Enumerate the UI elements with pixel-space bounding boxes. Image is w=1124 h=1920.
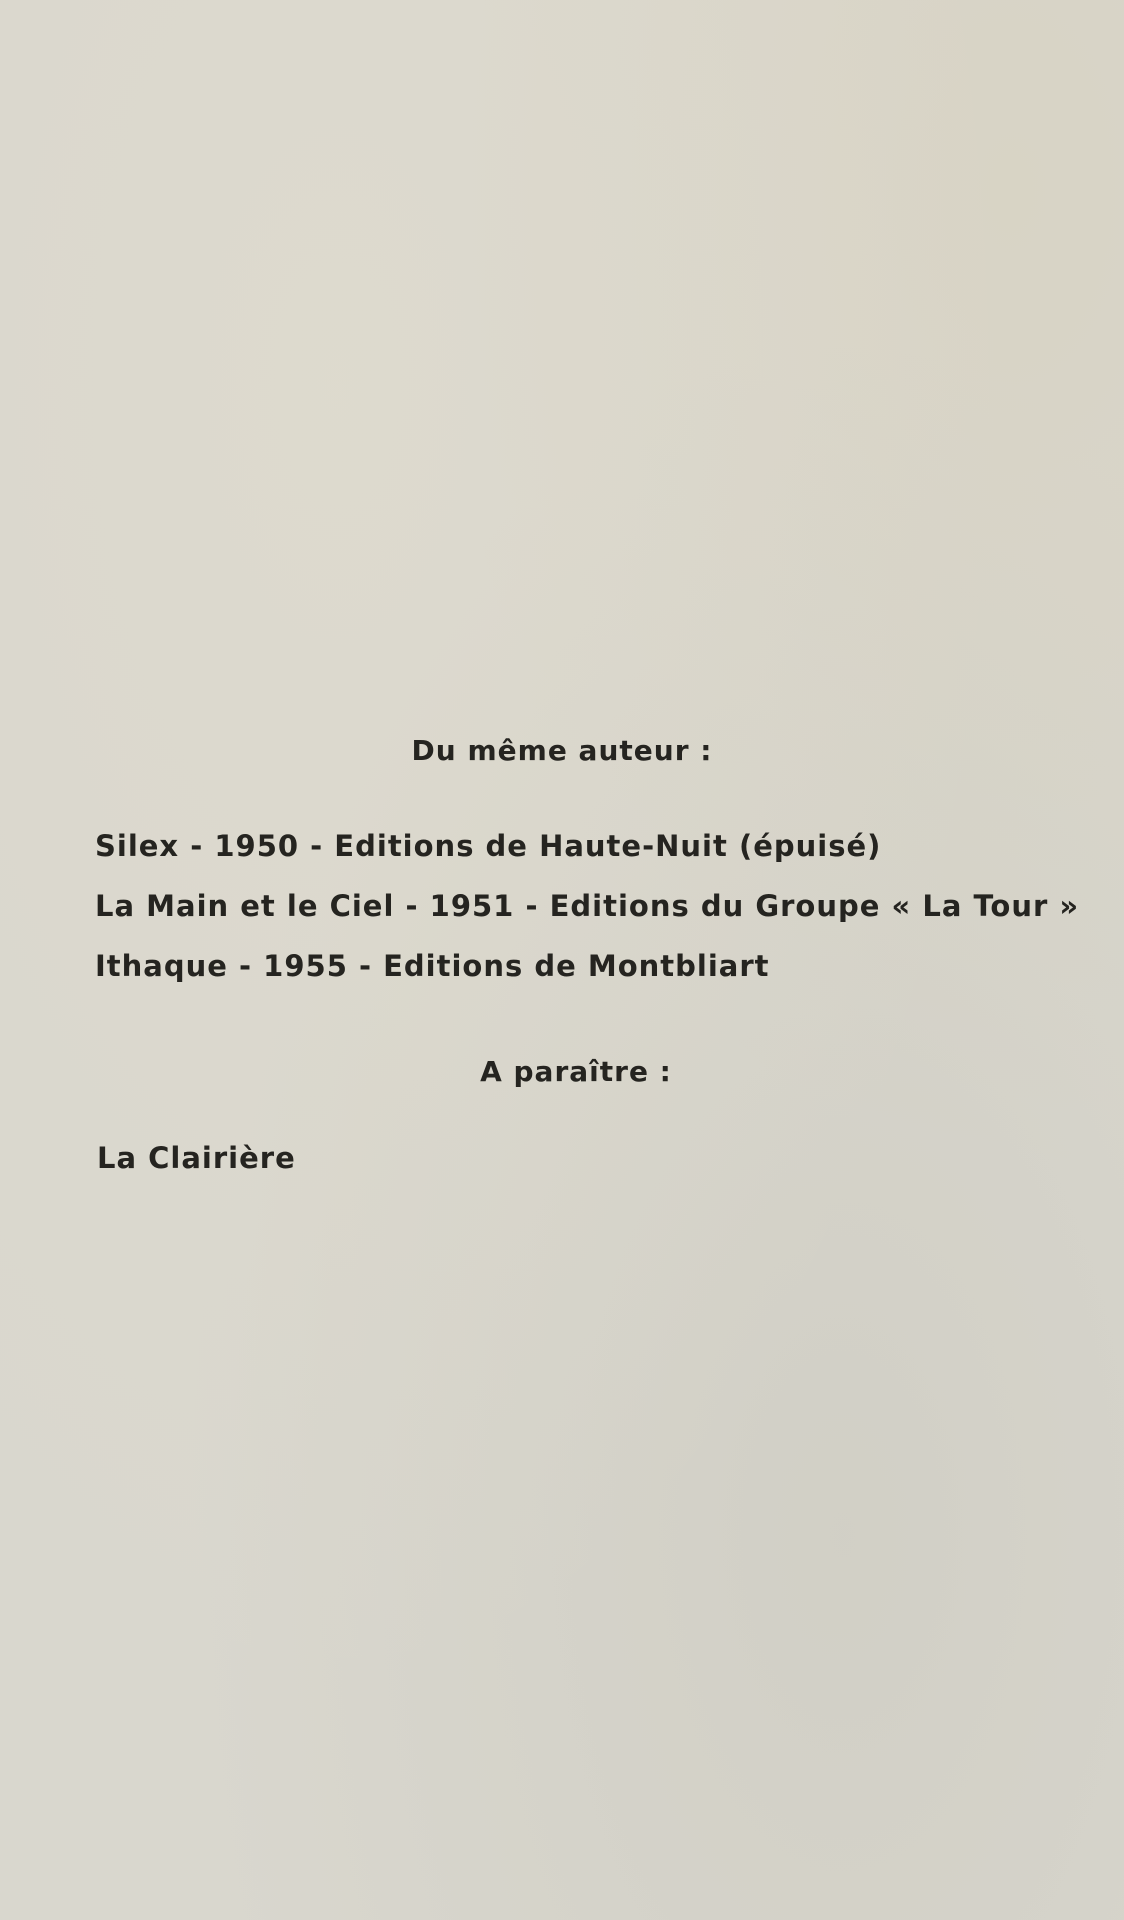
by-same-author-heading: Du même auteur : [411, 734, 713, 767]
published-works-list [95, 816, 1079, 996]
list-item: Silex - 1950 - Editions de Haute-Nuit (épuisé) [95, 829, 882, 863]
forthcoming-heading: A paraître : [480, 1055, 672, 1088]
list-item: La Main et le Ciel - 1951 - Editions du Groupe « La Tour » [95, 889, 1080, 923]
list-item: Ithaque - 1955 - Editions de Montbliart [95, 949, 770, 983]
forthcoming-work-title: La Clairière [97, 1141, 296, 1175]
